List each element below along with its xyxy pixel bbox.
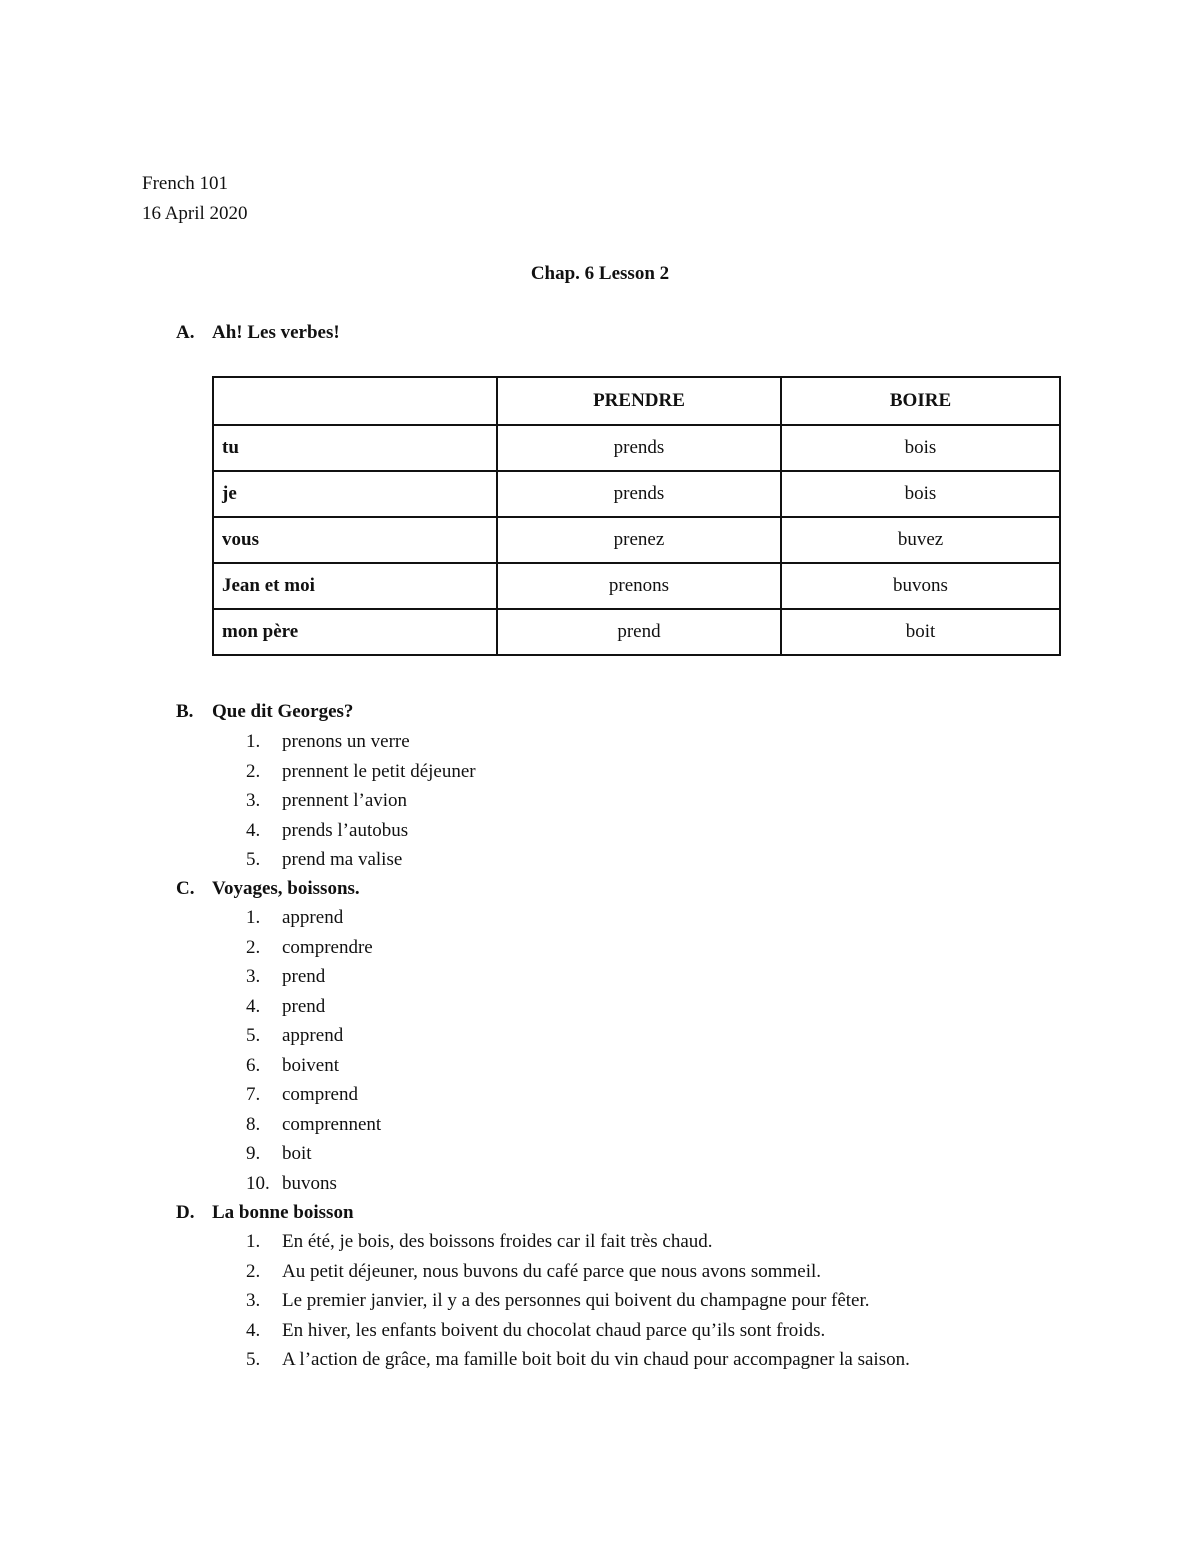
item-number: 5. [246,1349,261,1370]
section-letter: A. [176,322,195,343]
section-b-heading [176,699,353,725]
item-text: comprend [282,1084,358,1105]
section-d-heading [176,1200,354,1226]
item-text: A l’action de grâce, ma famille boit boit du vin chaud pour accompagner la saison. [282,1349,910,1370]
item-text: Le premier janvier, il y a des personnes qui boivent du champagne pour fêter. [282,1290,870,1311]
table-row [213,609,1060,655]
table-cell-prendre: prends [497,425,781,471]
item-text: comprendre [282,936,373,958]
item-number: 3. [246,1290,261,1311]
item-number: 2. [246,936,261,958]
document-title: Chap. 6 Lesson 2 [530,263,670,284]
item-text: prend [282,995,326,1017]
section-a-heading [176,320,340,346]
item-text: boivent [282,1054,339,1076]
item-text: prend ma valise [282,849,403,870]
item-number: 2. [246,1260,261,1282]
section-title: Voyages, boissons. [212,878,360,899]
table-cell-pronoun: je [213,471,497,517]
section-title: Ah! Les verbes! [212,322,340,343]
section-title: Que dit Georges? [212,701,354,722]
item-text: prend [282,966,326,987]
item-text: Au petit déjeuner, nous buvons du café parce que nous avons sommeil. [282,1260,822,1282]
document-date: 16 April 2020 [142,203,248,224]
table-cell-prendre: prends [497,471,781,517]
item-number: 4. [246,819,261,841]
section-letter: D. [176,1202,195,1223]
table-cell-boire: buvez [781,517,1060,563]
item-number: 8. [246,1113,261,1135]
table-row [213,471,1060,517]
table-cell-prendre: prenez [497,517,781,563]
table-header-cell [213,377,497,425]
section-title: La bonne boisson [212,1202,354,1223]
section-letter: C. [176,878,195,899]
table-header-cell: PRENDRE [497,377,781,425]
course-name: French 101 [142,173,229,194]
item-text: En hiver, les enfants boivent du chocolat chaud parce qu’ils sont froids. [282,1319,826,1341]
table-cell-boire: bois [781,425,1060,471]
table-row [213,425,1060,471]
item-text: prends l’autobus [282,819,409,841]
table-cell-pronoun: vous [213,517,497,563]
item-text: apprend [282,907,344,928]
table-cell-boire: buvons [781,563,1060,609]
table-header-cell: BOIRE [781,377,1060,425]
table-cell-pronoun: mon père [213,609,497,655]
table-row [213,563,1060,609]
item-number: 4. [246,1319,261,1341]
conjugation-table [212,376,1061,656]
table-row [213,517,1060,563]
item-number: 2. [246,760,261,782]
item-text: comprennent [282,1113,382,1135]
item-text: prennent le petit déjeuner [282,760,476,782]
table-cell-pronoun: tu [213,425,497,471]
item-text: boit [282,1143,312,1164]
item-number: 7. [246,1084,261,1105]
item-number: 3. [246,966,261,987]
item-number: 10. [246,1172,270,1194]
item-text: apprend [282,1025,344,1046]
item-text: En été, je bois, des boissons froides car il fait très chaud. [282,1231,713,1252]
table-cell-prendre: prend [497,609,781,655]
item-number: 4. [246,995,261,1017]
item-number: 1. [246,907,261,928]
table-cell-pronoun: Jean et moi [213,563,497,609]
item-number: 5. [246,1025,261,1046]
item-number: 3. [246,790,261,811]
table-header-row [213,377,1060,425]
table-cell-boire: bois [781,471,1060,517]
item-number: 1. [246,731,261,752]
item-number: 6. [246,1054,261,1076]
item-number: 5. [246,849,261,870]
table-cell-prendre: prenons [497,563,781,609]
section-letter: B. [176,701,194,722]
table-cell-boire: boit [781,609,1060,655]
item-text: buvons [282,1172,337,1194]
item-number: 9. [246,1143,261,1164]
item-text: prenons un verre [282,731,410,752]
item-number: 1. [246,1231,261,1252]
item-text: prennent l’avion [282,790,408,811]
section-c-heading [176,876,360,902]
